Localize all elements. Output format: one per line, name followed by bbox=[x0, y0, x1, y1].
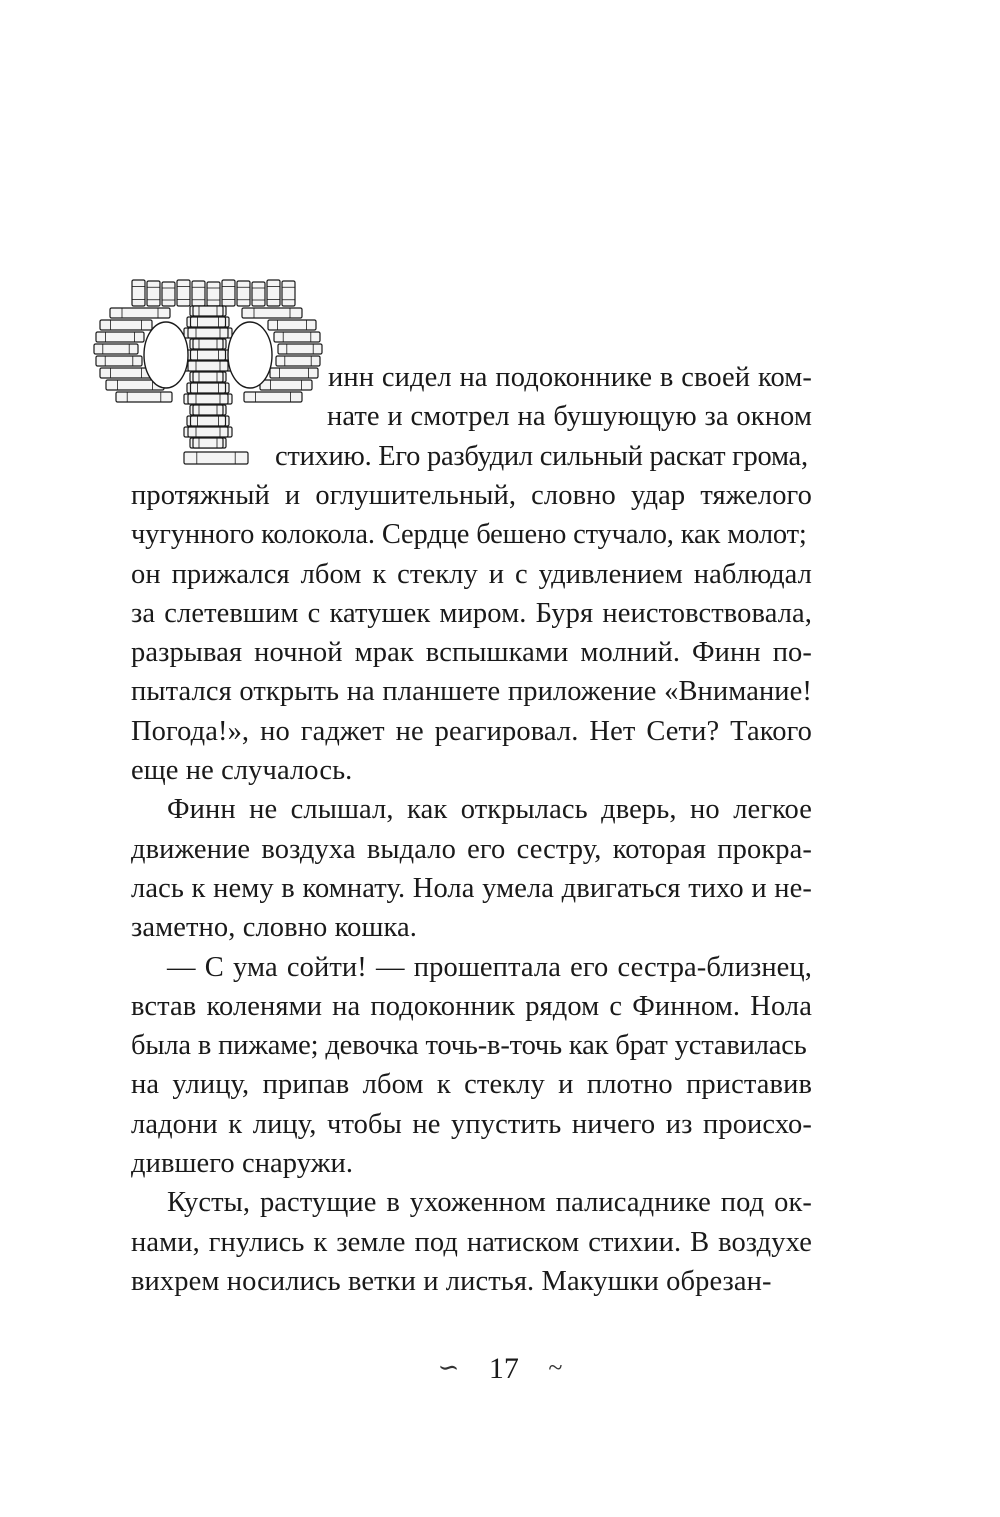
letter-counter bbox=[228, 322, 272, 388]
text-line: он прижался лбом к стеклу и с удивлением наблюдал bbox=[131, 558, 812, 590]
book-spine bbox=[100, 320, 152, 330]
text-line: за слетевшим с катушек миром. Буря неистовствовала, bbox=[131, 597, 812, 629]
text-line: разрывая ночной мрак вспышками молний. Финн по- bbox=[131, 637, 812, 669]
left-ornament: ∽ bbox=[437, 1353, 460, 1382]
book-spine bbox=[96, 356, 142, 366]
book-spine bbox=[184, 452, 248, 464]
book-spine bbox=[191, 416, 226, 426]
book-spine bbox=[276, 356, 320, 366]
book-spine bbox=[188, 427, 228, 437]
book-spine bbox=[193, 339, 223, 349]
book-spine bbox=[110, 308, 170, 318]
book-spine bbox=[162, 282, 175, 306]
text-line: чугунного колокола. Сердце бешено стучало, как молот; bbox=[131, 519, 807, 551]
book-spine bbox=[116, 392, 172, 402]
text-line: Финн не слышал, как открылась дверь, но легкое bbox=[167, 794, 812, 826]
text-line: пытался открыть на планшете приложение «Внимание! bbox=[131, 676, 812, 708]
text-line: встав коленями на подоконник рядом с Финном. Нола bbox=[131, 990, 812, 1022]
book-spine bbox=[188, 328, 228, 338]
text-line: еще не случалось. bbox=[131, 755, 353, 786]
text-line: ладони к лицу, чтобы не упустить ничего из происхо- bbox=[131, 1108, 812, 1140]
book-spine bbox=[96, 332, 144, 342]
book-spine bbox=[177, 280, 190, 306]
book-spine bbox=[207, 282, 220, 306]
book-spine bbox=[270, 368, 318, 378]
book-spine bbox=[222, 280, 235, 306]
book-spine bbox=[274, 332, 320, 342]
book-spine bbox=[147, 281, 160, 306]
text-line: протяжный и оглушительный, словно удар тяжелого bbox=[131, 479, 812, 511]
book-spine bbox=[278, 344, 322, 354]
letter-counter bbox=[144, 322, 188, 388]
book-spine bbox=[193, 306, 223, 316]
book-spine bbox=[192, 281, 205, 306]
book-spine bbox=[242, 308, 302, 318]
text-line: инн сидел на подоконнике в своей ком- bbox=[328, 362, 812, 393]
book-spine bbox=[268, 320, 316, 330]
book-spine bbox=[191, 350, 226, 360]
text-line: — С ума сойти! — прошептала его сестра-близнец, bbox=[167, 951, 812, 983]
right-ornament: ~ bbox=[548, 1353, 563, 1382]
text-line: вихрем носились ветки и листья. Макушки обрезан- bbox=[131, 1265, 772, 1297]
book-spine bbox=[188, 394, 228, 404]
book-spine bbox=[191, 317, 226, 327]
text-line: лась к нему в комнату. Нола умела двигаться тихо и не- bbox=[131, 872, 812, 904]
text-line: нате и смотрел на бушующую за окном bbox=[327, 401, 812, 433]
book-spine bbox=[94, 344, 138, 354]
book-spine bbox=[188, 361, 228, 371]
page-footer bbox=[0, 1348, 1000, 1389]
book-spine bbox=[191, 383, 226, 393]
text-line: дившего снаружи. bbox=[131, 1148, 354, 1179]
text-line: на улицу, припав лбом к стеклу и плотно приставив bbox=[131, 1069, 812, 1101]
text-line: Кусты, растущие в ухоженном палисаднике под ок- bbox=[167, 1187, 812, 1219]
book-spine bbox=[100, 368, 152, 378]
book-spine bbox=[193, 372, 223, 382]
book-spine bbox=[193, 438, 223, 448]
page-number: 17 bbox=[488, 1352, 519, 1385]
book-spine bbox=[260, 380, 312, 390]
book-spine bbox=[244, 392, 302, 402]
text-line: стихию. Его разбудил сильный раскат грома, bbox=[275, 440, 808, 472]
text-line: движение воздуха выдало его сестру, которая прокра- bbox=[131, 833, 812, 865]
book-spine bbox=[193, 405, 223, 415]
text-line: нами, гнулись к земле под натиском стихии. В воздухе bbox=[131, 1226, 812, 1258]
text-line: была в пижаме; девочка точь-в-точь как брат уставилась bbox=[131, 1030, 807, 1062]
book-spine bbox=[267, 280, 280, 306]
book-spine bbox=[132, 280, 145, 306]
book-spine bbox=[282, 281, 295, 306]
book-spine bbox=[237, 281, 250, 306]
book-spine bbox=[252, 282, 265, 306]
text-line: Погода!», но гаджет не реагировал. Нет Сети? Такого bbox=[131, 715, 812, 747]
text-line: заметно, словно кошка. bbox=[131, 912, 417, 944]
